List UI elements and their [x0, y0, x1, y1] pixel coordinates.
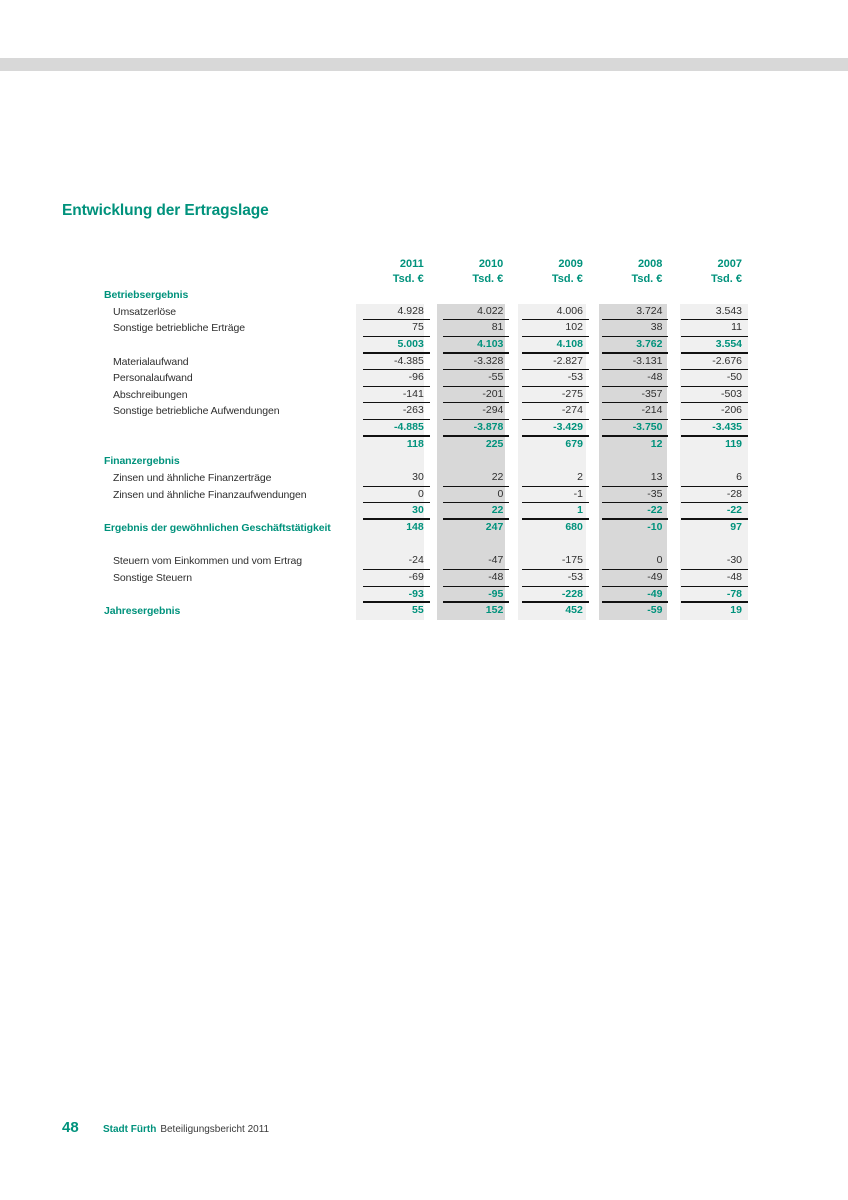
value-cell: 118	[406, 437, 424, 450]
value-cell: -49	[602, 587, 669, 604]
row-label: Sonstige Steuern	[113, 571, 192, 584]
value-cell: 679	[565, 437, 583, 450]
year-label: 2007	[717, 258, 742, 270]
value-cell: 4.928	[363, 304, 430, 321]
value-cell: -48	[681, 570, 748, 587]
value-cell: -55	[443, 370, 510, 387]
value-cell: -206	[681, 403, 748, 420]
value-cell: -503	[681, 387, 748, 404]
value-cell: 1	[522, 503, 589, 520]
year-label: 2009	[558, 258, 583, 270]
value-cell: 12	[650, 437, 663, 450]
table-row-subtotal-8	[104, 420, 748, 437]
value-cell: -47	[443, 553, 510, 570]
row-label: Sonstige betriebliche Aufwendungen	[113, 405, 280, 418]
value-cell: 225	[485, 437, 504, 450]
value-cell: -3.878	[443, 420, 510, 437]
top-divider-bar	[0, 58, 848, 71]
row-label: Zinsen und ähnliche Finanzerträge	[113, 472, 272, 485]
value-cell: -30	[681, 553, 748, 570]
column-header-2010	[443, 257, 510, 287]
page-title: Entwicklung der Ertragslage	[62, 202, 269, 219]
value-cell: 5.003	[363, 337, 430, 354]
table-row-subtotal-3	[104, 337, 748, 354]
unit-label: Tsd. €	[631, 273, 663, 285]
row-label	[104, 587, 350, 604]
value-cell: 11	[681, 320, 748, 337]
value-cell: -53	[522, 570, 589, 587]
table-row-result-9	[104, 437, 748, 454]
table-row-sonstige-betriebliche-aufwendungen	[104, 403, 748, 420]
row-label: Zinsen und ähnliche Finanzaufwendungen	[113, 488, 307, 501]
value-cell: 3.762	[602, 337, 669, 354]
value-cell: -263	[363, 403, 430, 420]
footer-brand: Stadt Fürth	[103, 1124, 157, 1135]
value-cell: 30	[363, 503, 430, 520]
value-cell: 3.554	[681, 337, 748, 354]
row-label	[104, 420, 350, 437]
row-label: Umsatzerlöse	[113, 305, 176, 318]
value-cell: -294	[443, 403, 510, 420]
value-cell: 3.543	[681, 304, 748, 321]
value-cell: -3.328	[443, 354, 510, 371]
value-cell: 4.022	[443, 304, 510, 321]
value-cell: 102	[522, 320, 589, 337]
value-cell: -69	[363, 570, 430, 587]
row-label: Ergebnis der gewöhnlichen Geschäftstätigkeit	[104, 521, 331, 534]
table-header	[104, 257, 748, 287]
value-cell: -93	[363, 587, 430, 604]
value-cell: 75	[363, 320, 430, 337]
table-row-ergebnis-der-gew-hnlichen-gesch-ftst-tigkeit	[104, 520, 748, 537]
value-cell: -24	[363, 553, 430, 570]
column-header-2009	[522, 257, 589, 287]
value-cell: 30	[363, 470, 430, 487]
value-cell: -3.131	[602, 354, 669, 371]
table-row-jahresergebnis	[104, 603, 748, 620]
table-row-sonstige-steuern	[104, 570, 748, 587]
value-cell: -28	[681, 487, 748, 504]
value-cell: -1	[522, 487, 589, 504]
row-label: Betriebsergebnis	[104, 289, 189, 301]
value-cell: -275	[522, 387, 589, 404]
table-row-steuern-vom-einkommen-und-vom-ertrag	[104, 553, 748, 570]
row-label: Finanzergebnis	[104, 455, 180, 468]
value-cell: -48	[443, 570, 510, 587]
value-cell: -22	[602, 503, 669, 520]
value-cell: 38	[602, 320, 669, 337]
value-cell: -3.750	[602, 420, 669, 437]
value-cell: -48	[602, 370, 669, 387]
table-row-abschreibungen	[104, 387, 748, 404]
value-cell: -2.827	[522, 354, 589, 371]
value-cell: 148	[406, 520, 424, 533]
value-cell: 119	[725, 437, 743, 450]
table-row-finanzergebnis	[104, 453, 748, 470]
value-cell: 19	[730, 604, 742, 617]
earnings-table	[104, 257, 748, 620]
footer	[62, 1119, 269, 1136]
value-cell: -2.676	[681, 354, 748, 371]
table-row-subtotal-13	[104, 503, 748, 520]
table-row-sonstige-betriebliche-ertr-ge	[104, 320, 748, 337]
value-cell: -4.885	[363, 420, 430, 437]
row-label: Abschreibungen	[113, 388, 188, 401]
table-row-materialaufwand	[104, 354, 748, 371]
value-cell: 452	[565, 604, 583, 617]
value-cell: 0	[363, 487, 430, 504]
value-cell: -10	[647, 520, 663, 533]
value-cell: -201	[443, 387, 510, 404]
table-row-spacer-15	[104, 537, 748, 554]
footer-text: Beteiligungsbericht 2011	[160, 1124, 270, 1135]
value-cell: 152	[485, 604, 504, 617]
value-cell: -3.435	[681, 420, 748, 437]
row-label: Sonstige betriebliche Erträge	[113, 322, 245, 335]
value-cell: -49	[602, 570, 669, 587]
value-cell: 680	[565, 520, 583, 533]
table-row-zinsen-und-hnliche-finanzertr-ge	[104, 470, 748, 487]
row-label: Personalaufwand	[113, 372, 193, 385]
value-cell: -22	[681, 503, 748, 520]
row-label	[104, 337, 350, 354]
value-cell: 22	[443, 503, 510, 520]
value-cell: -50	[681, 370, 748, 387]
value-cell: -175	[522, 553, 589, 570]
value-cell: 55	[412, 604, 424, 617]
value-cell: 22	[443, 470, 510, 487]
unit-label: Tsd. €	[711, 273, 742, 285]
value-cell: 6	[681, 470, 748, 487]
header-spacer	[104, 257, 350, 287]
value-cell: -141	[363, 387, 430, 404]
unit-label: Tsd. €	[551, 273, 583, 285]
value-cell: 0	[443, 487, 510, 504]
value-cell: -4.385	[363, 354, 430, 371]
table-body	[104, 287, 748, 620]
column-header-2007	[681, 257, 748, 287]
value-cell: 4.006	[522, 304, 589, 321]
value-cell: -274	[522, 403, 589, 420]
value-cell: -3.429	[522, 420, 589, 437]
value-cell: 0	[602, 553, 669, 570]
year-label: 2010	[478, 258, 504, 270]
value-cell: -59	[647, 604, 663, 617]
column-header-2011	[363, 257, 430, 287]
value-cell: -214	[602, 403, 669, 420]
table-row-zinsen-und-hnliche-finanzaufwendungen	[104, 487, 748, 504]
value-cell: 2	[522, 470, 589, 487]
page-number: 48	[62, 1119, 79, 1136]
value-cell: -53	[522, 370, 589, 387]
value-cell: -357	[602, 387, 669, 404]
table-row-betriebsergebnis	[104, 287, 748, 304]
value-cell: 81	[443, 320, 510, 337]
row-label: Steuern vom Einkommen und vom Ertrag	[113, 555, 302, 568]
row-label	[104, 503, 350, 520]
row-label	[104, 537, 356, 554]
value-cell: 13	[602, 470, 669, 487]
table-row-subtotal-18	[104, 587, 748, 604]
year-label: 2011	[399, 258, 424, 270]
table-row-umsatzerl-se	[104, 304, 748, 321]
value-cell: 97	[730, 520, 742, 533]
unit-label: Tsd. €	[472, 273, 504, 285]
value-cell: -228	[522, 587, 589, 604]
row-label: Materialaufwand	[113, 355, 189, 368]
year-label: 2008	[637, 258, 663, 270]
column-header-2008	[602, 257, 669, 287]
value-cell: -95	[443, 587, 510, 604]
row-label	[104, 437, 350, 454]
value-cell: 4.103	[443, 337, 510, 354]
value-cell: 3.724	[602, 304, 669, 321]
value-cell: -96	[363, 370, 430, 387]
value-cell: 247	[485, 520, 504, 533]
table-row-personalaufwand	[104, 370, 748, 387]
unit-label: Tsd. €	[392, 273, 424, 285]
row-label: Jahresergebnis	[104, 605, 181, 618]
value-cell: -35	[602, 487, 669, 504]
value-cell: -78	[681, 587, 748, 604]
value-cell: 4.108	[522, 337, 589, 354]
